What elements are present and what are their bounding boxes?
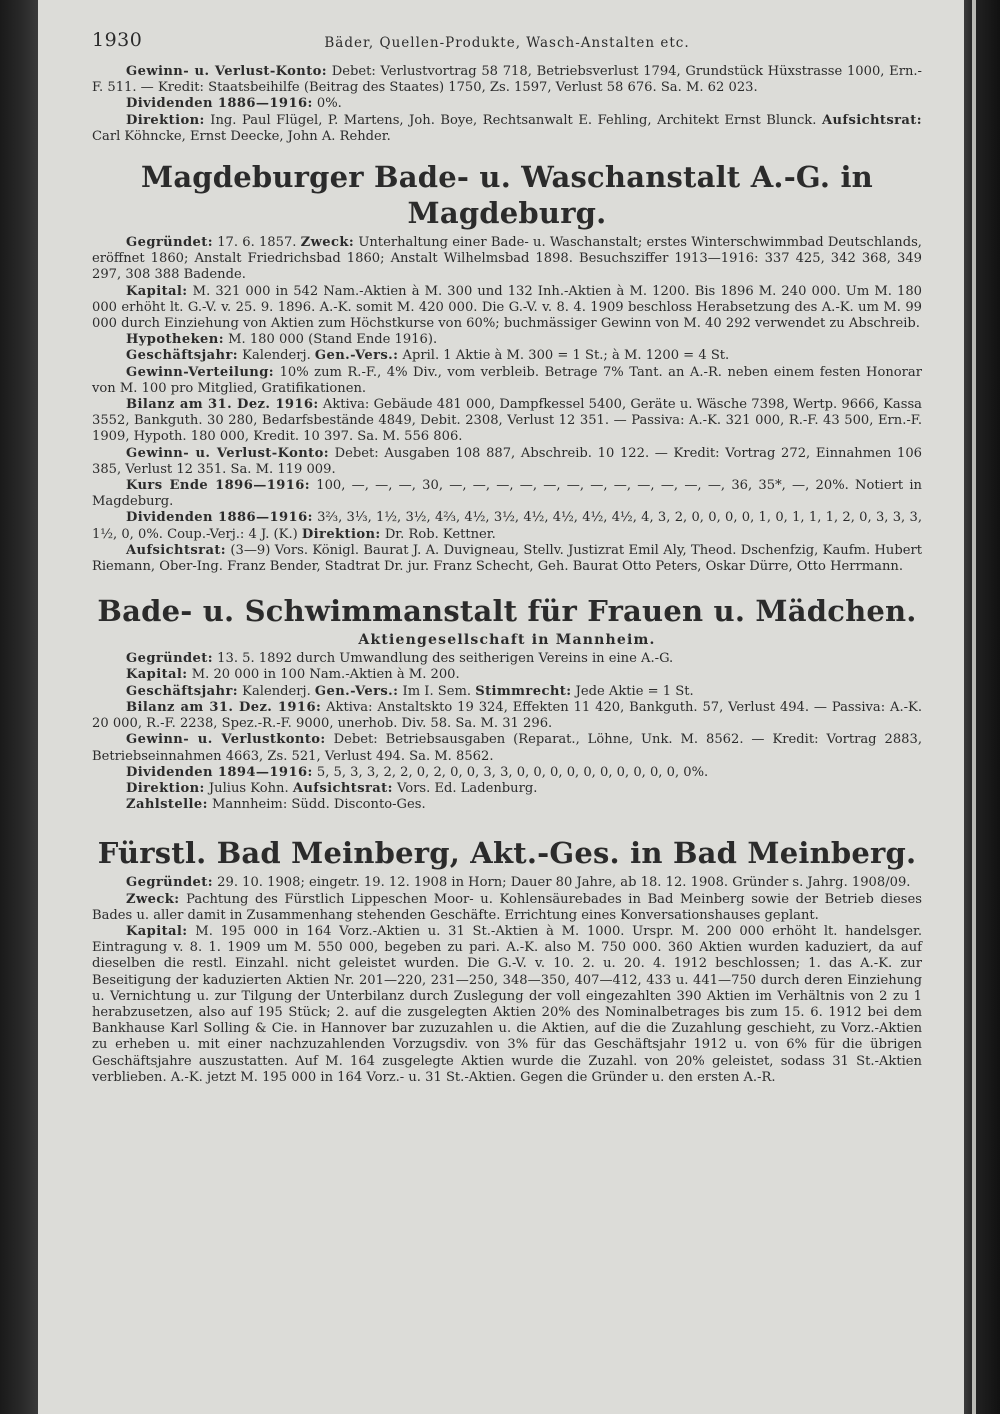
magdeburg-aufsichtsrat-label: Aufsichtsrat:: [126, 542, 227, 558]
meinberg-zweck-text: Pachtung des Fürstlich Lippeschen Moor- u. Kohlensäurebades in Bad Meinberg sowie der Betrieb dieses Bades u. aller damit in Zusammenhang stehenden Geschäfte. Errichtung eines Konversationshauses geplant.: [92, 891, 922, 923]
magdeburg-geschaeftsjahr-para: [92, 348, 922, 364]
magdeburg-title: Magdeburger Bade- u. Waschanstalt A.-G. in Magdeburg.: [141, 160, 873, 231]
mannheim-direktion-para: [92, 781, 922, 797]
prev-direktion-text: Ing. Paul Flügel, P. Martens, Joh. Boye, Rechtsanwalt E. Fehling, Architekt Ernst Blunck.: [210, 112, 817, 128]
magdeburg-hypotheken-label: Hypotheken:: [126, 332, 224, 348]
mannheim-gewinn-text: Debet: Betriebsausgaben (Reparat., Löhne, Unk. M. 8562. — Kredit: Vortrag 2883, Betriebseinnahmen 4663, Zs. 521, Verlust 494. Sa. M. 8562.: [92, 732, 922, 764]
mannheim-bilanz-text: Aktiva: Anstaltskto 19 324, Effekten 11 420, Bankguth. 57, Verlust 494. — Passiva: A.-K. 20 000, R.-F. 2238, Spez.-R.-F. 9000, unerhob. Div. 58. Sa. M. 31 296.: [92, 699, 922, 732]
mannheim-direktion-label: Direktion:: [126, 780, 205, 796]
meinberg-gegruendet-para: [92, 875, 922, 891]
mannheim-gewinn-label: Gewinn- u. Verlustkonto:: [126, 732, 326, 748]
meinberg-kapital-para: [92, 924, 922, 1086]
magdeburg-gewinn-para: [92, 446, 922, 478]
mannheim-kapital-text: M. 20 000 in 100 Nam.-Aktien à M. 200.: [191, 667, 460, 683]
magdeburg-aufsichtsrat-para: [92, 543, 922, 575]
mannheim-aufsichtsrat-text: Vors. Ed. Ladenburg.: [397, 780, 538, 796]
mannheim-subtitle: Aktiengesellschaft in Mannheim.: [358, 632, 656, 649]
magdeburg-bilanz-text: Aktiva: Gebäude 481 000, Dampfkessel 5400, Geräte u. Wäsche 7398, Wertp. 9666, Kassa 3552, Bankguth. 30 280, Bedarfsbestände 4849, Debit. 2308, Verlust 12 351. — Passiva: A.-K. 321 000, R.-F. 43 500, Ern.-F. 1909, Hypoth. 180 000, Kredit. 10 397. Sa. M. 556 806.: [92, 397, 922, 445]
mannheim-bilanz-para: [92, 700, 922, 732]
mannheim-dividenden-text: 5, 5, 3, 3, 2, 2, 0, 2, 0, 0, 3, 3, 0, 0, 0, 0, 0, 0, 0, 0, 0, 0, 0%.: [316, 764, 709, 780]
magdeburg-zweck-label: Zweck:: [300, 235, 355, 251]
mannheim-genvers-text: Im I. Sem.: [402, 683, 472, 699]
running-title: Bäder, Quellen-Produkte, Wasch-Anstalten etc.: [324, 35, 690, 51]
mannheim-dividenden-label: Dividenden 1894—1916:: [126, 764, 313, 780]
magdeburg-gewinnverteilung-text: 10% zum R.-F., 4% Div., vom verbleib. Betrage 7% Tant. an A.-R. neben einem festen Honorar von M. 100 pro Mitglied, Gratifikationen.: [92, 364, 923, 396]
meinberg-gegruendet-label: Gegründet:: [126, 875, 213, 891]
page-number: 1930: [92, 29, 143, 51]
magdeburg-geschaeftsjahr-text: Kalenderj.: [242, 348, 311, 364]
magdeburg-hypotheken-para: [92, 332, 922, 348]
mannheim-dividenden-para: [92, 765, 922, 781]
meinberg-kapital-label: Kapital:: [126, 923, 188, 939]
magdeburg-gegruendet-para: [92, 235, 922, 284]
mannheim-title: Bade- u. Schwimmanstalt für Frauen u. Mädchen.: [97, 594, 917, 629]
magdeburg-zweck-text: Unterhaltung einer Bade- u. Waschanstalt; erstes Winterschwimmbad Deutschlands, eröffnet 1860; Anstalt Friedrichsbad 1860; Anstalt Wilhelmsbad 1898. Besuchsziffer 1913—1916: 337 425, 342 368, 349 297, 308 388 Badende.: [92, 235, 922, 283]
mannheim-gegruendet-label: Gegründet:: [126, 651, 213, 667]
magdeburg-dividenden-label: Dividenden 1886—1916:: [126, 510, 313, 526]
meinberg-entry: [92, 875, 922, 1086]
scan-right-edge: [964, 0, 1000, 1414]
prev-aufsichtsrat-text: Carl Köhncke, Ernst Deecke, John A. Rehder.: [92, 128, 391, 144]
magdeburg-kapital-para: [92, 284, 922, 333]
magdeburg-kurs-text: 100, —, —, —, 30, —, —, —, —, —, —, —, —, —, —, —, —, 36, 35*, —, 20%. Notiert in Magdeburg.: [92, 478, 922, 510]
magdeburg-gewinn-label: Gewinn- u. Verlust-Konto:: [126, 445, 329, 461]
magdeburg-entry: [92, 235, 922, 575]
magdeburg-geschaeftsjahr-label: Geschäftsjahr:: [126, 348, 238, 364]
meinberg-kapital-text: M. 195 000 in 164 Vorz.-Aktien u. 31 St.-Aktien à M. 1000. Urspr. M. 200 000 erhöht lt. handelsger. Eintragung v. 8. 1. 1909 um M. 550 000, begeben zu pari. A.-K. also M. 750 000. 360 Aktien wurden kaduziert, da auf dieselben die restl. Einzahl. nicht geleistet wurden. Die G.-V. v. 10. 2. u. 20. 4. 1912 beschlossen; 1. das A.-K. zur Beseitigung der kaduzierten Aktien Nr. 201—220, 231—250, 348—350, 407—412, 433 u. 441—750 durch deren Einziehung u. Vernichtung u. zur Tilgung der Unterbilanz durch Zuslegung der voll eingezahlten 390 Aktien im Verhältnis von 2 zu 1 herabzusetzen, also auf 195 Stück; 2. auf die zusgelegten Aktien 20% des Nominalbetrages bis zum 15. 6. 1912 bei dem Bankhause Karl Solling & Cie. in Hannover bar zuzuzahlen u. die Aktien, auf die die Zuzahlung geschieht, zu Vorz.-Aktien zu erheben u. mit einer nachzuzahlenden Vorzugsdiv. von 3% für das Geschäftsjahr 1912 u. von 6% für die übrigen Geschäftsjahre auszustatten. Auf M. 164 zusgelegte Aktien wurde die Zuzahl. von 20% geleistet, sodass 31 St.-Aktien verblieben. A.-K. jetzt M. 195 000 in 164 Vorz.- u. 31 St.-Aktien. Gegen die Gründer u. den ersten A.-R.: [92, 923, 922, 1085]
prev-entry: [92, 64, 922, 145]
scan-binding-edge: [0, 0, 38, 1414]
mannheim-stimmrecht-label: Stimmrecht:: [475, 683, 572, 699]
magdeburg-genvers-text: April. 1 Aktie à M. 300 = 1 St.; à M. 1200 = 4 St.: [402, 348, 730, 364]
mannheim-zahlstelle-label: Zahlstelle:: [126, 797, 208, 813]
mannheim-kapital-para: [92, 667, 922, 683]
magdeburg-gewinnverteilung-label: Gewinn-Verteilung:: [126, 364, 275, 380]
magdeburg-gegruendet-label: Gegründet:: [126, 235, 213, 251]
mannheim-geschaeftsjahr-para: [92, 684, 922, 700]
mannheim-geschaeftsjahr-text: Kalenderj.: [242, 683, 311, 699]
prev-direktion-para: [92, 113, 922, 145]
magdeburg-kapital-label: Kapital:: [126, 283, 188, 299]
mannheim-aufsichtsrat-label: Aufsichtsrat:: [292, 780, 393, 796]
mannheim-genvers-label: Gen.-Vers.:: [314, 683, 399, 699]
mannheim-bilanz-label: Bilanz am 31. Dez. 1916:: [126, 699, 322, 715]
magdeburg-kapital-text: M. 321 000 in 542 Nam.-Aktien à M. 300 und 132 Inh.-Aktien à M. 1200. Bis 1896 M. 240 000. Um M. 180 000 erhöht lt. G.-V. v. 25. 9. 1896. A.-K. somit M. 420 000. Die G.-V. v. 8. 4. 1909 beschloss Herabsetzung des A.-K. um M. 99 000 durch Einziehung von Aktien zum Höchstkurse von 60%; buchmässiger Gewinn von M. 40 292 verwendet zu Abschreib.: [92, 283, 922, 332]
prev-direktion-label: Direktion:: [126, 112, 205, 128]
magdeburg-aufsichtsrat-text: (3—9) Vors. Königl. Baurat J. A. Duvigneau, Stellv. Justizrat Emil Aly, Theod. Dschenfzig, Kaufm. Hubert Riemann, Ober-Ing. Franz Bender, Stadtrat Dr. jur. Franz Schecht, Geh. Baurat Otto Peters, Oskar Dürre, Otto Herrmann.: [92, 542, 922, 575]
magdeburg-bilanz-para: [92, 397, 922, 446]
magdeburg-direktion-text: Dr. Rob. Kettner.: [384, 526, 496, 542]
prev-aufsichtsrat-label: Aufsichtsrat:: [821, 112, 922, 128]
mannheim-direktion-text: Julius Kohn.: [208, 780, 289, 796]
meinberg-title: Fürstl. Bad Meinberg, Akt.-Ges. in Bad Meinberg.: [97, 836, 917, 871]
prev-dividenden-para: [92, 96, 922, 112]
magdeburg-hypotheken-text: M. 180 000 (Stand Ende 1916).: [228, 332, 438, 348]
magdeburg-bilanz-label: Bilanz am 31. Dez. 1916:: [126, 397, 319, 413]
magdeburg-gewinnverteilung-para: [92, 365, 922, 397]
page-content: [92, 28, 922, 1086]
prev-gewinn-text: Debet: Verlustvortrag 58 718, Betriebsverlust 1794, Grundstück Hüxstrasse 1000, Ern.-F. 511. — Kredit: Staatsbeihilfe (Beitrag des Staates) 1750, Zs. 1597, Verlust 58 676. Sa. M. 62 023.: [92, 64, 922, 96]
mannheim-stimmrecht-text: Jede Aktie = 1 St.: [575, 683, 694, 699]
mannheim-gewinn-para: [92, 732, 922, 764]
magdeburg-dividenden-text: 3⅔, 3⅓, 1½, 3½, 4⅔, 4½, 3½, 4½, 4½, 4½, 4½, 4, 3, 2, 0, 0, 0, 0, 1, 0, 1, 1, 1, 2, 0, 3, 3, 3, 1½, 0, 0%. Coup.-Verj.: 4 J. (K.): [92, 510, 922, 542]
running-head: [92, 28, 922, 58]
prev-gewinn-para: [92, 64, 922, 96]
mannheim-entry: [92, 651, 922, 813]
meinberg-zweck-para: [92, 892, 922, 924]
magdeburg-genvers-label: Gen.-Vers.:: [314, 348, 399, 364]
prev-dividenden-label: Dividenden 1886—1916:: [126, 96, 313, 112]
mannheim-kapital-label: Kapital:: [126, 667, 188, 683]
mannheim-gegruendet-text: 13. 5. 1892 durch Umwandlung des seitherigen Vereins in eine A.-G.: [217, 651, 674, 667]
mannheim-gegruendet-para: [92, 651, 922, 667]
meinberg-zweck-label: Zweck:: [126, 891, 180, 907]
magdeburg-gegruendet-text: 17. 6. 1857.: [217, 235, 297, 251]
mannheim-zahlstelle-text: Mannheim: Südd. Disconto-Ges.: [211, 797, 426, 813]
magdeburg-kurs-para: [92, 478, 922, 510]
magdeburg-kurs-label: Kurs Ende 1896—1916:: [126, 478, 310, 494]
magdeburg-direktion-label: Direktion:: [301, 526, 381, 542]
meinberg-gegruendet-text: 29. 10. 1908; eingetr. 19. 12. 1908 in Horn; Dauer 80 Jahre, ab 18. 12. 1908. Gründer s. Jahrg. 1908/09.: [217, 875, 911, 891]
prev-gewinn-label: Gewinn- u. Verlust-Konto:: [126, 64, 328, 79]
prev-dividenden-text: 0%.: [316, 96, 342, 112]
mannheim-geschaeftsjahr-label: Geschäftsjahr:: [126, 683, 238, 699]
mannheim-zahlstelle-para: [92, 797, 922, 813]
magdeburg-dividenden-para: [92, 510, 922, 542]
magdeburg-gewinn-text: Debet: Ausgaben 108 887, Abschreib. 10 122. — Kredit: Vortrag 272, Einnahmen 106 385, Verlust 12 351. Sa. M. 119 009.: [92, 445, 922, 477]
